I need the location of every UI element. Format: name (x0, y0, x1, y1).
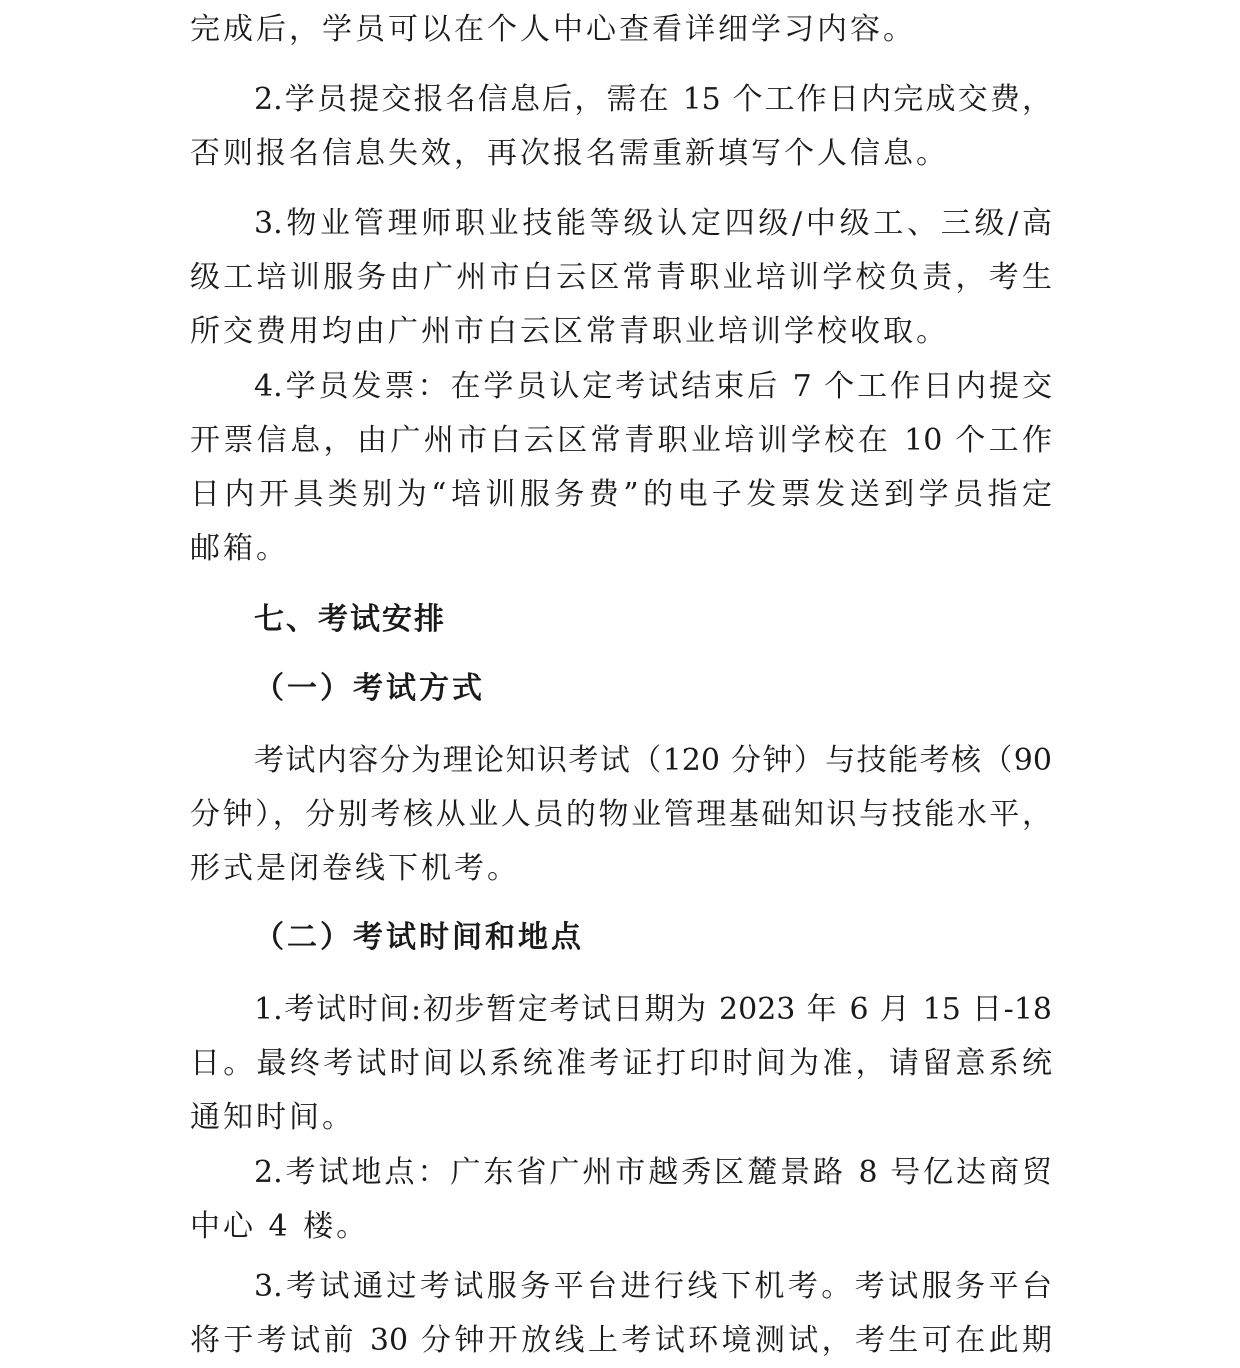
subsection-heading: （一）考试方式 (254, 671, 485, 706)
paragraph-line: 日内开具类别为“培训服务费”的电子发票发送到学员指定 (190, 477, 1052, 512)
paragraph-line: 完成后，学员可以在个人中心查看详细学习内容。 (190, 12, 916, 47)
paragraph-line: 形式是闭卷线下机考。 (190, 851, 520, 886)
paragraph-line: 2.学员提交报名信息后，需在 15 个工作日内完成交费， (254, 82, 1052, 117)
section-heading: 七、考试安排 (254, 602, 446, 637)
paragraph-line: 考试内容分为理论知识考试（120 分钟）与技能考核（90 (254, 743, 1052, 778)
paragraph-line: 3.物业管理师职业技能等级认定四级/中级工、三级/高 (254, 206, 1052, 241)
paragraph-line: 级工培训服务由广州市白云区常青职业培训学校负责，考生 (190, 260, 1052, 295)
paragraph-line: 中心 4 楼。 (190, 1209, 370, 1244)
subsection-heading: （二）考试时间和地点 (254, 920, 584, 955)
paragraph-line: 邮箱。 (190, 531, 289, 566)
paragraph-line: 日。最终考试时间以系统准考证打印时间为准，请留意系统 (190, 1046, 1052, 1081)
paragraph-line: 4.学员发票：在学员认定考试结束后 7 个工作日内提交 (254, 369, 1052, 404)
paragraph-line: 1.考试时间:初步暂定考试日期为 2023 年 6 月 15 日-18 (254, 992, 1052, 1027)
paragraph-line: 3.考试通过考试服务平台进行线下机考。考试服务平台 (254, 1269, 1052, 1304)
paragraph-line: 通知时间。 (190, 1100, 355, 1135)
paragraph-line: 所交费用均由广州市白云区常青职业培训学校收取。 (190, 314, 949, 349)
paragraph-line: 开票信息，由广州市白云区常青职业培训学校在 10 个工作 (190, 423, 1052, 458)
paragraph-line: 将于考试前 30 分钟开放线上考试环境测试，考生可在此期 (190, 1323, 1052, 1358)
paragraph-line: 否则报名信息失效，再次报名需重新填写个人信息。 (190, 136, 949, 171)
paragraph-line: 分钟），分别考核从业人员的物业管理基础知识与技能水平， (190, 797, 1052, 832)
paragraph-line: 2.考试地点：广东省广州市越秀区麓景路 8 号亿达商贸 (254, 1155, 1052, 1190)
